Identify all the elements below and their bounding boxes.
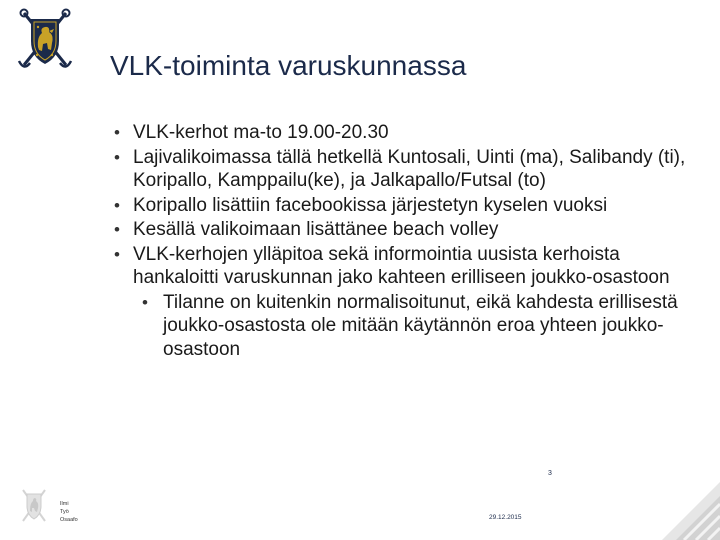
footer-org-text (60, 500, 78, 524)
bullet-item: • VLK-kerhot ma-to 19.00-20.30 (112, 121, 702, 145)
footer-date: 29.12.2015 (489, 514, 522, 521)
sub-bullet-item: • Tilanne on kuitenkin normalisoitunut, eikä kahdesta erillisestä joukko-osastosta ole mitään käytännön eroa yhteen joukko-osastoon (112, 291, 702, 362)
bullet-item: • Lajivalikoimassa tällä hetkellä Kuntosali, Uinti (ma), Salibandy (ti), Koripallo, Kamppailu(ke), ja Jalkapallo/Futsal (to) (112, 146, 702, 193)
footer-org-line: Ilmi (60, 501, 69, 507)
bullet-item: • VLK-kerhojen ylläpitoa sekä informointia uusista kerhoista hankaloitti varuskunnan jako kahteen erilliseen joukko-osastoon (112, 243, 702, 290)
bullet-item: • Koripallo lisättiin facebookissa järjestetyn kyselen vuoksi (112, 194, 702, 218)
footer-org-line: Työ (60, 509, 69, 515)
page-number: 3 (548, 470, 552, 477)
corner-decoration-icon (662, 482, 720, 540)
bullet-item: • Kesällä valikoimaan lisättänee beach volley (112, 218, 702, 242)
navy-lion-crest-icon (16, 5, 74, 75)
slide-title: VLK-toiminta varuskunnassa (110, 50, 467, 81)
faded-crest-icon (20, 487, 48, 525)
bullet-list (112, 121, 702, 362)
footer-org-line: Osaafo (60, 517, 78, 523)
